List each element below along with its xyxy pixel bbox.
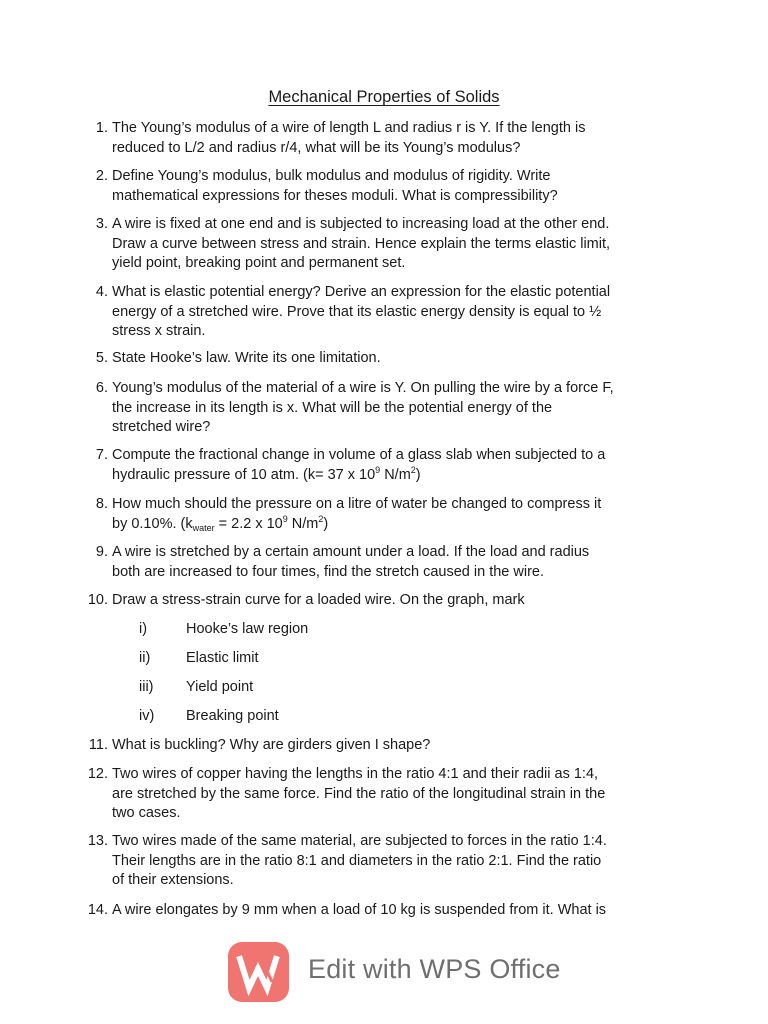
question-line: Draw a curve between stress and strain. Hence explain the terms elastic limit, xyxy=(112,235,611,252)
question-line: State Hooke’s law. Write its one limitation. xyxy=(112,350,381,366)
question-number: 10. xyxy=(87,592,108,608)
question-2 xyxy=(95,167,678,206)
question-number: 6. xyxy=(95,380,108,396)
list-marker: i) xyxy=(139,621,148,637)
question-number: 5. xyxy=(95,350,108,366)
question-line: Young’s modulus of the material of a wire is Y. On pulling the wire by a force F, xyxy=(112,380,614,396)
question-number: 3. xyxy=(95,216,108,232)
list-item xyxy=(139,707,279,727)
question-line: yield point, breaking point and permanent set. xyxy=(112,255,406,271)
question-10 xyxy=(87,591,678,611)
question-line: the increase in its length is x. What will be the potential energy of the xyxy=(112,399,553,416)
question-9 xyxy=(95,543,678,582)
question-line: of their extensions. xyxy=(112,872,234,888)
question-6 xyxy=(95,379,678,438)
question-14 xyxy=(87,901,678,921)
list-item xyxy=(139,649,259,669)
list-marker: ii) xyxy=(139,650,151,666)
wps-edit-label[interactable]: Edit with WPS Office xyxy=(308,954,561,984)
question-line: A wire elongates by 9 mm when a load of 10 kg is suspended from it. What is xyxy=(112,902,607,918)
question-line: Compute the fractional change in volume of a glass slab when subjected to a xyxy=(112,447,606,463)
list-item xyxy=(139,620,308,640)
question-line: reduced to L/2 and radius r/4, what will be its Young’s modulus? xyxy=(112,139,521,156)
question-11 xyxy=(88,736,678,756)
question-number: 12. xyxy=(87,766,108,782)
question-line: How much should the pressure on a litre of water be changed to compress it xyxy=(112,496,602,512)
page-title: Mechanical Properties of Solids xyxy=(268,88,500,106)
question-line: both are increased to four times, find the stretch caused in the wire. xyxy=(112,563,545,580)
question-13 xyxy=(87,832,678,891)
question-line: Two wires of copper having the lengths in the ratio 4:1 and their radii as 1:4, xyxy=(112,766,599,782)
question-number: 11. xyxy=(88,737,108,753)
question-line: Two wires made of the same material, are subjected to forces in the ratio 1:4. xyxy=(112,833,607,849)
question-line: two cases. xyxy=(112,805,181,821)
list-item-text: Yield point xyxy=(186,679,254,695)
question-number: 9. xyxy=(95,544,108,560)
question-number: 14. xyxy=(87,902,108,918)
list-item-text: Hooke’s law region xyxy=(186,621,309,637)
question-line: The Young’s modulus of a wire of length L and radius r is Y. If the length is xyxy=(112,120,586,136)
question-line: What is elastic potential energy? Derive an expression for the elastic potential xyxy=(112,284,611,300)
wps-edit-banner[interactable] xyxy=(228,942,568,1002)
question-1 xyxy=(95,119,678,158)
question-line: energy of a stretched wire. Prove that its elastic energy density is equal to ½ xyxy=(112,303,602,320)
wps-logo-icon xyxy=(228,942,289,1002)
question-line: mathematical expressions for theses moduli. What is compressibility? xyxy=(112,187,558,204)
question-12 xyxy=(87,765,678,824)
question-8 xyxy=(95,495,678,534)
question-5 xyxy=(95,349,678,369)
question-line: Define Young’s modulus, bulk modulus and modulus of rigidity. Write xyxy=(112,168,551,184)
question-7 xyxy=(95,446,678,485)
question-number: 8. xyxy=(95,496,108,512)
question-line: A wire is fixed at one end and is subjected to increasing load at the other end. xyxy=(112,216,610,232)
question-line: by 0.10%. ($k_{water} = 2.2$ x $10^9$ $N/m^2$) xyxy=(112,513,329,533)
question-number: 1. xyxy=(95,120,108,136)
list-marker: iii) xyxy=(139,679,154,695)
question-number: 2. xyxy=(95,168,108,184)
question-line: hydraulic pressure of 10 atm. (k= 37 x $10^9$ $N/m^2$) xyxy=(112,464,421,483)
question-line: Draw a stress-strain curve for a loaded wire. On the graph, mark xyxy=(112,592,525,608)
list-item-text: Elastic limit xyxy=(186,650,259,666)
question-line: Their lengths are in the ratio 8:1 and diameters in the ratio 2:1. Find the ratio xyxy=(112,852,602,869)
question-number: 7. xyxy=(95,447,108,463)
question-line: What is buckling? Why are girders given I shape? xyxy=(112,737,431,753)
list-item-text: Breaking point xyxy=(186,708,279,724)
list-item xyxy=(139,678,253,698)
list-marker: iv) xyxy=(139,708,155,724)
question-number: 13. xyxy=(87,833,108,849)
question-line: stretched wire? xyxy=(112,419,211,435)
question-4 xyxy=(95,283,678,342)
question-number: 4. xyxy=(95,284,108,300)
question-line: A wire is stretched by a certain amount under a load. If the load and radius xyxy=(112,544,590,560)
question-line: stress x strain. xyxy=(112,323,206,339)
question-line: are stretched by the same force. Find the ratio of the longitudinal strain in the xyxy=(112,785,606,802)
question-3 xyxy=(95,215,678,274)
